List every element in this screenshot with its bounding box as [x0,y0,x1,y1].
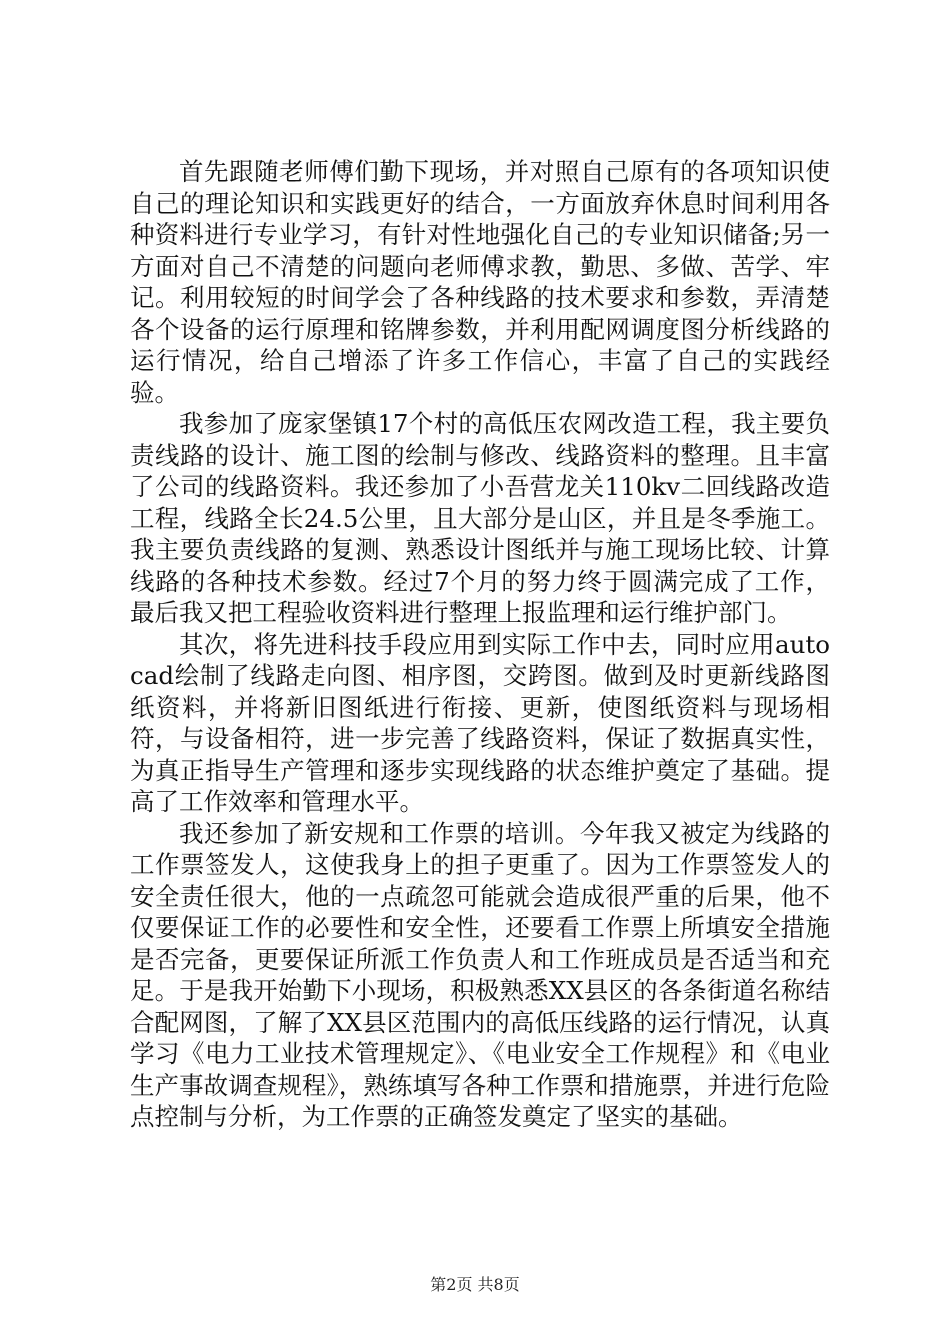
document-body [130,156,830,1133]
page-footer [0,1272,950,1295]
paragraph-3: 其次，将先进科技手段应用到实际工作中去，同时应用autocad绘制了线路走向图、相序图，交跨图。做到及时更新线路图纸资料，并将新旧图纸进行衔接、更新，使图纸资料与现场相符，与设备相符，进一步完善了线路资料，保证了数据真实性，为真正指导生产管理和逐步实现线路的状态维护奠定了基础。提高了工作效率和管理水平。 [130,629,830,816]
paragraph-4: 我还参加了新安规和工作票的培训。今年我又被定为线路的工作票签发人，这使我身上的担子更重了。因为工作票签发人的安全责任很大，他的一点疏忽可能就会造成很严重的后果，他不仅要保证工作的必要性和安全性，还要看工作票上所填安全措施是否完备，更要保证所派工作负责人和工作班成员是否适当和充足。于是我开始勤下小现场，积极熟悉XX县区的各条街道名称结合配网图，了解了XX县区范围内的高低压线路的运行情况，认真学习《电力工业技术管理规定》、《电业安全工作规程》和《电业生产事故调查规程》，熟练填写各种工作票和措施票，并进行危险点控制与分析，为工作票的正确签发奠定了坚实的基础。 [130,818,830,1131]
paragraph-1: 首先跟随老师傅们勤下现场，并对照自己原有的各项知识使自己的理论知识和实践更好的结合，一方面放弃休息时间利用各种资料进行专业学习，有针对性地强化自己的专业知识储备;另一方面对自己不清楚的问题向老师傅求教，勤思、多做、苦学、牢记。利用较短的时间学会了各种线路的技术要求和参数，弄清楚各个设备的运行原理和铭牌参数，并利用配网调度图分析线路的运行情况，给自己增添了许多工作信心，丰富了自己的实践经验。 [130,157,830,407]
page-number-label: 第2页 共8页 [430,1275,520,1294]
paragraph-2: 我参加了庞家堡镇17个村的高低压农网改造工程，我主要负责线路的设计、施工图的绘制与修改、线路资料的整理。且丰富了公司的线路资料。我还参加了小吾营龙关110kv二回线路改造工程，线路全长24.5公里，且大部分是山区，并且是冬季施工。我主要负责线路的复测、熟悉设计图纸并与施工现场比较、计算线路的各种技术参数。经过7个月的努力终于圆满完成了工作，最后我又把工程验收资料进行整理上报监理和运行维护部门。 [130,409,830,627]
